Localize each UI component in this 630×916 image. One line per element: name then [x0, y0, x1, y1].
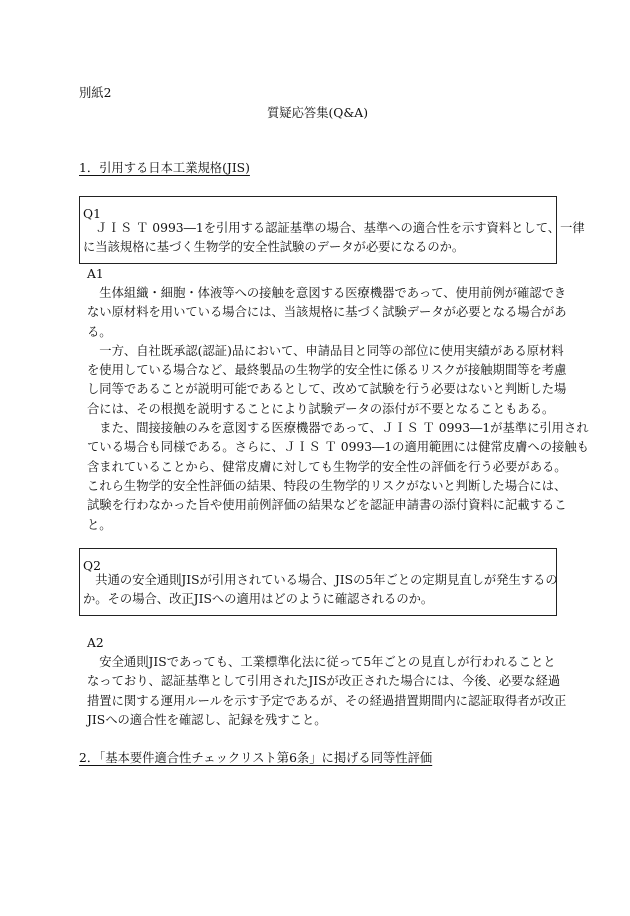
answer-line: る。: [87, 324, 112, 339]
section-heading-1: 1．引用する日本工業規格(JIS): [79, 161, 250, 175]
answer-line: 試験を行わなかった旨や使用前例評価の結果などを認証申請書の添付資料に記載するこ: [87, 498, 567, 513]
answer-label: A2: [87, 636, 104, 650]
answer-line: 安全通則JISであっても、工業標準化法に従って5年ごとの見直しが行われることと: [87, 655, 556, 669]
question-box-q2: [79, 548, 557, 616]
question-line: か。その場合、改正JISへの適用はどのように確認されるのか。: [83, 592, 434, 606]
question-box-q1: [79, 196, 585, 264]
answer-line: 含まれていることから、健常皮膚に対しても生物学的安全性の評価を行う必要がある。: [87, 459, 567, 474]
answer-line: なっており、認証基準として引用されたJISが改正された場合には、今後、必要な経過: [87, 674, 561, 689]
question-text: [83, 571, 558, 609]
answer-line: JISへの適合性を確認し、記録を残すこと。: [87, 712, 327, 727]
answer-line: を使用している場合など、最終製品の生物学的安全性に係るリスクが接触期間等を考慮: [87, 363, 567, 378]
question-line: 共通の安全通則JISが引用されている場合、JISの5年ごとの定期見直しが発生するの: [83, 573, 558, 587]
question-line: ＪＩＳ Ｔ 0993―1を引用する認証基準の場合、基準への適合性を示す資料として、一律: [83, 221, 585, 235]
attachment-reference: 別紙2: [79, 86, 112, 100]
answer-block-a1: [87, 265, 589, 535]
question-line: に当該規格に基づく生物学的安全性試験のデータが必要になるのか。: [83, 240, 465, 254]
answer-line: これら生物学的安全性評価の結果、特段の生物学的リスクがないと判断した場合には、: [87, 478, 567, 493]
answer-line: ない原材料を用いている場合には、当該規格に基づく試験データが必要となる場合があ: [87, 305, 567, 320]
answer-line: 生体組織・細胞・体液等への接触を意図する医療機器であって、使用前例が確認でき: [87, 286, 567, 300]
answer-label: A1: [87, 267, 104, 281]
question-label: Q2: [83, 559, 101, 573]
answer-line: 合には、その根拠を説明することにより試験データの添付が不要となることもある。: [87, 401, 555, 416]
section-heading-2: 2．「基本要件適合性チェックリスト第6条」に掲げる同等性評価: [79, 751, 433, 765]
question-label: Q1: [83, 207, 101, 221]
answer-block-a2: [87, 634, 567, 730]
page-title: 質疑応答集(Q&A): [267, 106, 368, 120]
answer-line: ている場合も同様である。さらに、ＪＩＳ Ｔ 0993―1の適用範囲には健常皮膚への接触も: [87, 440, 589, 455]
answer-line: また、間接接触のみを意図する医療機器であって、ＪＩＳ Ｔ 0993―1が基準に引用され: [87, 421, 589, 436]
answer-line: し同等であることが説明可能であるとして、改めて試験を行う必要はないと判断した場: [87, 382, 567, 397]
answer-line: 措置に関する運用ルールを示す予定であるが、その経過措置期間内に認証取得者が改正: [87, 693, 567, 708]
answer-line: と。: [87, 517, 112, 532]
question-text: [83, 219, 585, 257]
answer-line: 一方、自社既承認(認証)品において、申請品目と同等の部位に使用実績がある原材料: [87, 343, 564, 358]
